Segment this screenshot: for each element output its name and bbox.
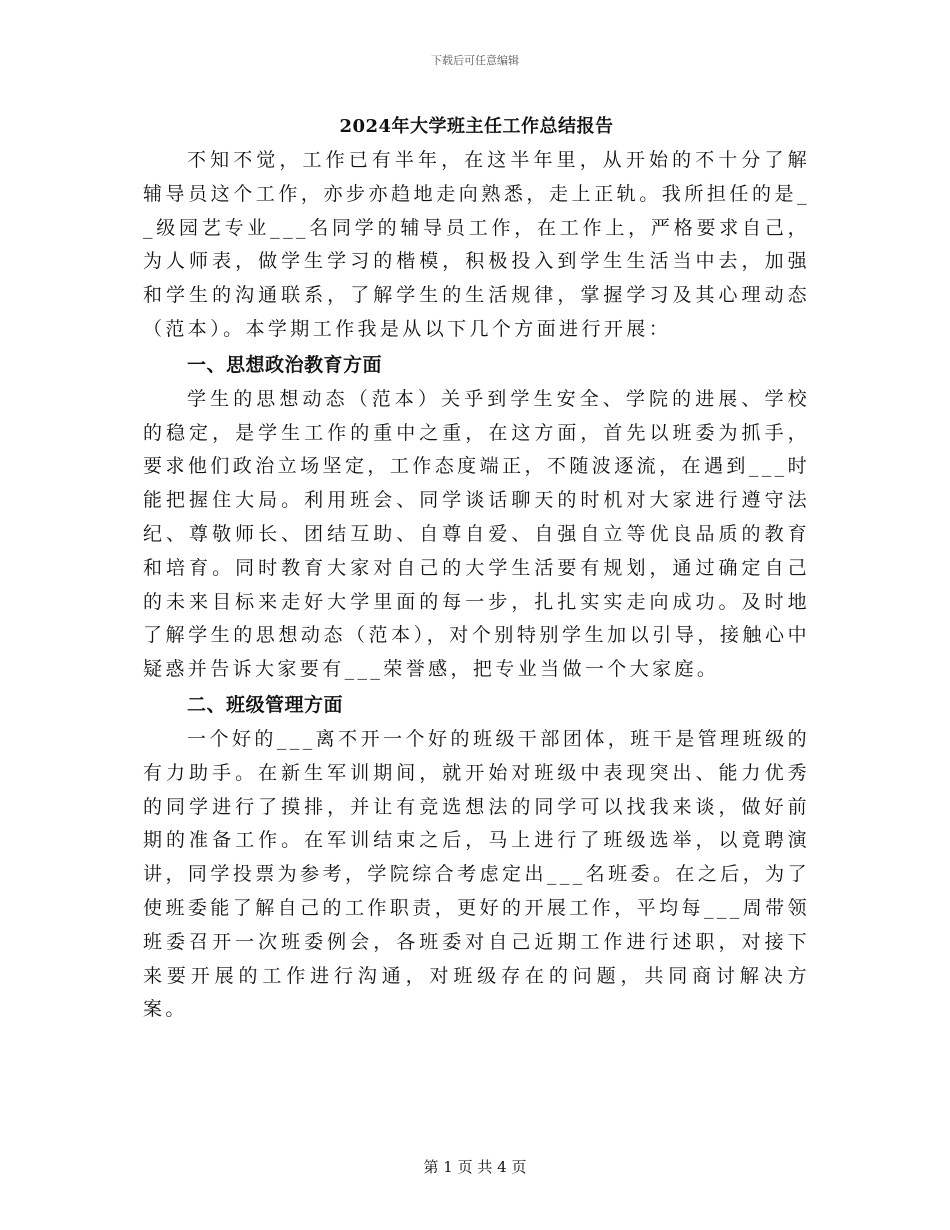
page-number: 第 1 页 共 4 页	[423, 1158, 527, 1176]
document-body	[143, 112, 810, 1027]
section-body-class-management: 一个好的___离不开一个好的班级干部团体，班干是管理班级的有力助手。在新生军训期间，就开始对班级中表现突出、能力优秀的同学进行了摸排，并让有竞选想法的同学可以找我来谈，做好前期的准备工作。在军训结束之后，马上进行了班级选举，以竟聘演讲，同学投票为参考，学院综合考虑定出___名班委。在之后，为了使班委能了解自己的工作职责，更好的开展工作，平均每___周带领班委召开一次班委例会，各班委对自己近期工作进行述职，对接下来要开展的工作进行沟通，对班级存在的问题，共同商讨解决方案。	[143, 727, 810, 1021]
section-heading-class-management: 二、班级管理方面	[187, 693, 344, 716]
header-note: 下载后可任意编辑	[431, 54, 519, 67]
section-body-ideology: 学生的思想动态（范本）关乎到学生安全、学院的进展、学校的稳定，是学生工作的重中之重，在这方面，首先以班委为抓手，要求他们政治立场坚定，工作态度端正，不随波逐流，在遇到___时能把握住大局。利用班会、同学谈话聊天的时机对大家进行遵守法纪、尊敬师长、团结互助、自尊自爱、自强自立等优良品质的教育和培育。同时教育大家对自己的大学生活要有规划，通过确定自己的未来目标来走好大学里面的每一步，扎扎实实走向成功。及时地了解学生的思想动态（范本），对个别特别学生加以引导，接触心中疑惑并告诉大家要有___荣誉感，把专业当做一个大家庭。	[143, 387, 810, 681]
document-title: 2024年大学班主任工作总结报告	[339, 116, 614, 137]
intro-paragraph: 不知不觉，工作已有半年，在这半年里，从开始的不十分了解辅导员这个工作，亦步亦趋地走向熟悉，走上正轨。我所担任的是__级园艺专业___名同学的辅导员工作，在工作上，严格要求自己，为人师表，做学生学习的楷模，积极投入到学生生活当中去，加强和学生的沟通联系，了解学生的生活规律，掌握学习及其心理动态（范本）。本学期工作我是从以下几个方面进行开展：	[143, 149, 810, 340]
section-heading-ideology: 一、思想政治教育方面	[187, 353, 383, 376]
